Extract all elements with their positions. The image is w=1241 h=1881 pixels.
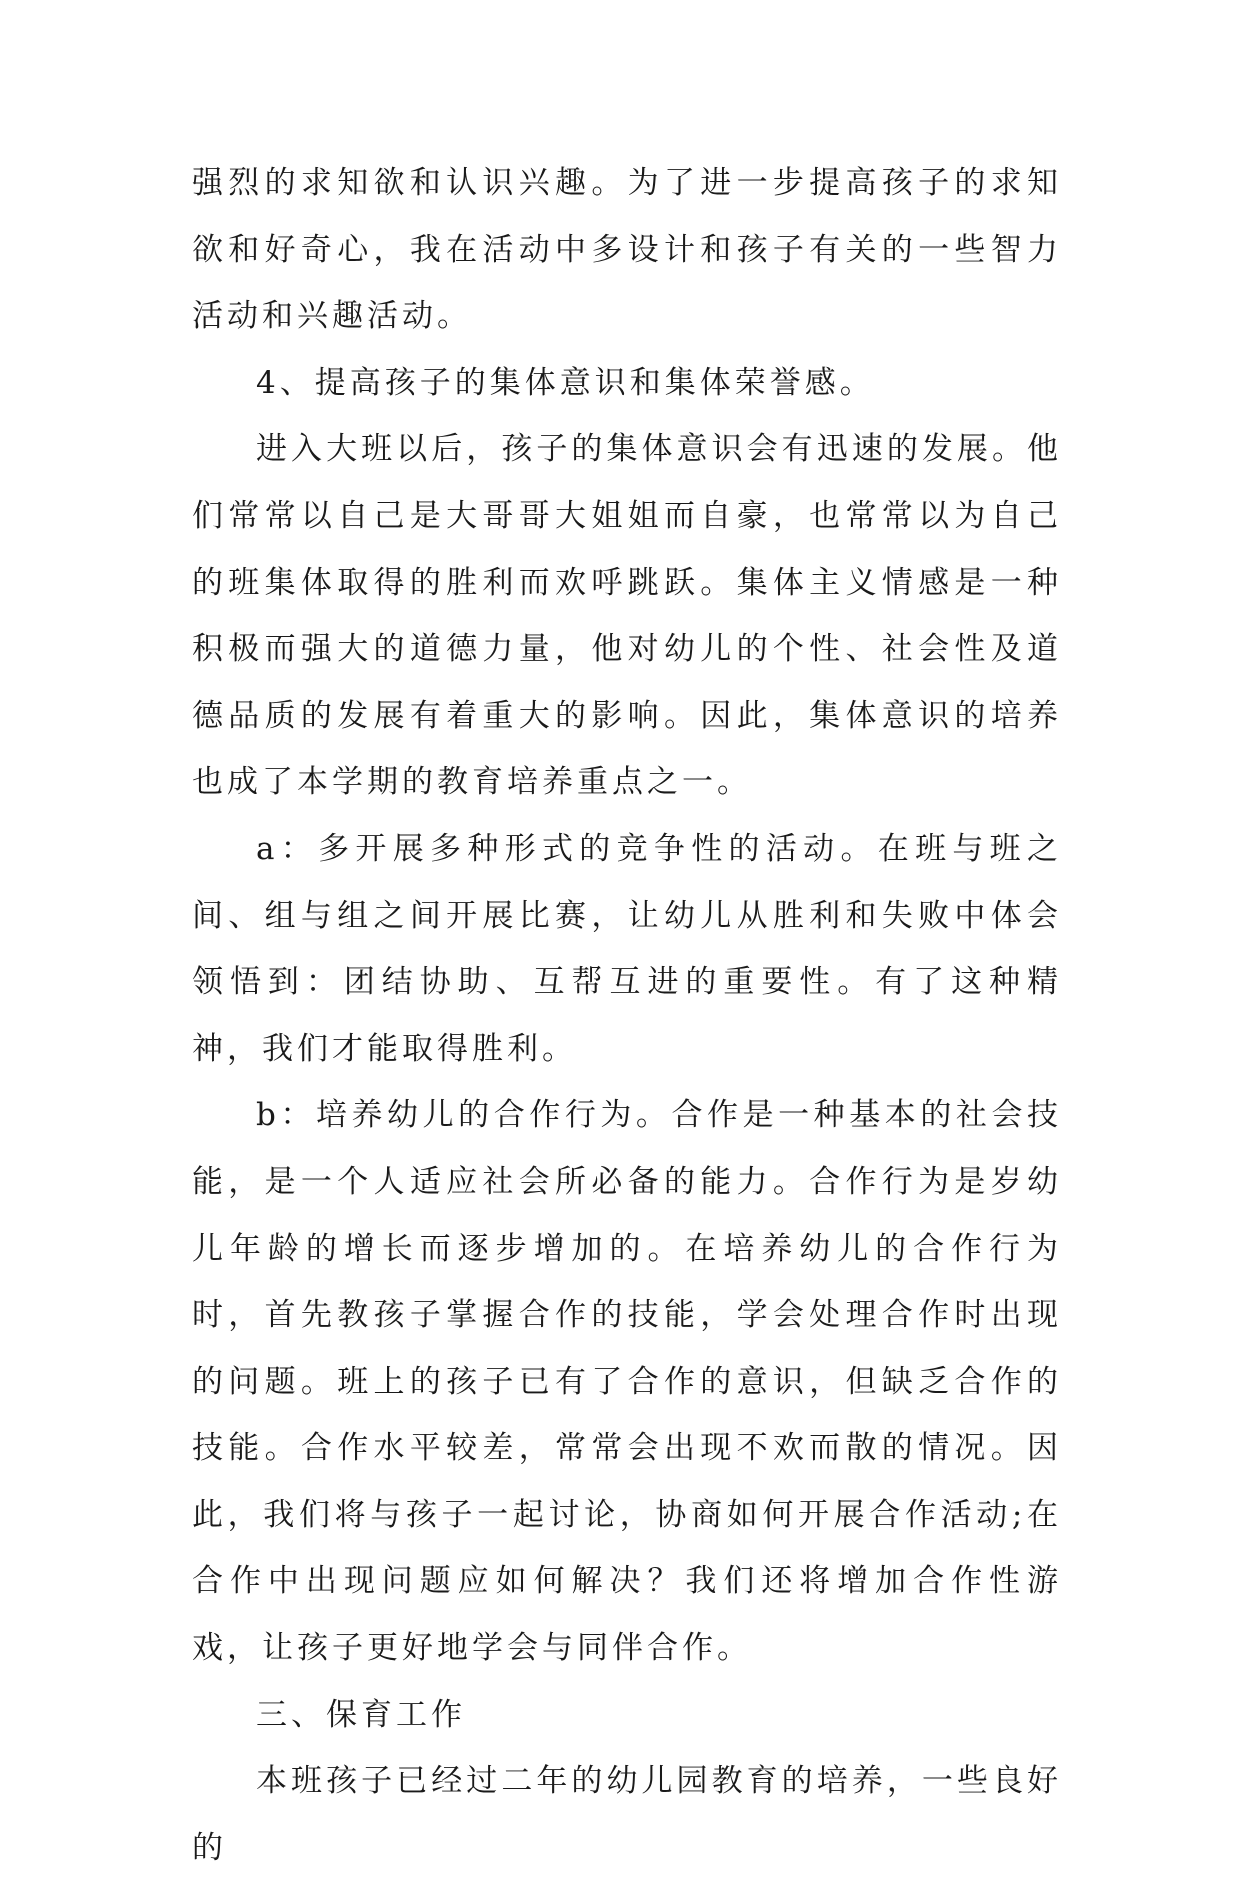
section-heading: 三、保育工作 [256,1696,466,1733]
body-paragraph: 本班孩子已经过二年的幼儿园教育的培养，一些良好的 [192,1763,1062,1866]
document-body [192,150,1062,1881]
body-paragraph: a：多开展多种形式的竞争性的活动。在班与班之间、组与组之间开展比赛，让幼儿从胜利和失败中体会领悟到：团结协助、互帮互进的重要性。有了这种精神，我们才能取得胜利。 [192,830,1062,1067]
body-paragraph: b：培养幼儿的合作行为。合作是一种基本的社会技能，是一个人适应社会所必备的能力。合作行为是岁幼儿年龄的增长而逐步增加的。在培养幼儿的合作行为时，首先教孩子掌握合作的技能，学会处理合作时出现的问题。班上的孩子已有了合作的意识，但缺乏合作的技能。合作水平较差，常常会出现不欢而散的情况。因此，我们将与孩子一起讨论，协商如何开展合作活动;在合作中出现问题应如何解决？我们还将增加合作性游戏，让孩子更好地学会与同伴合作。 [192,1097,1062,1667]
section-item-heading: 4、提高孩子的集体意识和集体荣誉感。 [256,364,875,401]
body-paragraph: 进入大班以后，孩子的集体意识会有迅速的发展。他们常常以自己是大哥哥大姐姐而自豪，也常常以为自己的班集体取得的胜利而欢呼跳跃。集体主义情感是一种积极而强大的道德力量，他对幼儿的个性、社会性及道德品质的发展有着重大的影响。因此，集体意识的培养也成了本学期的教育培养重点之一。 [192,431,1062,801]
body-paragraph: 强烈的求知欲和认识兴趣。为了进一步提高孩子的求知欲和好奇心，我在活动中多设计和孩子有关的一些智力活动和兴趣活动。 [192,165,1062,335]
